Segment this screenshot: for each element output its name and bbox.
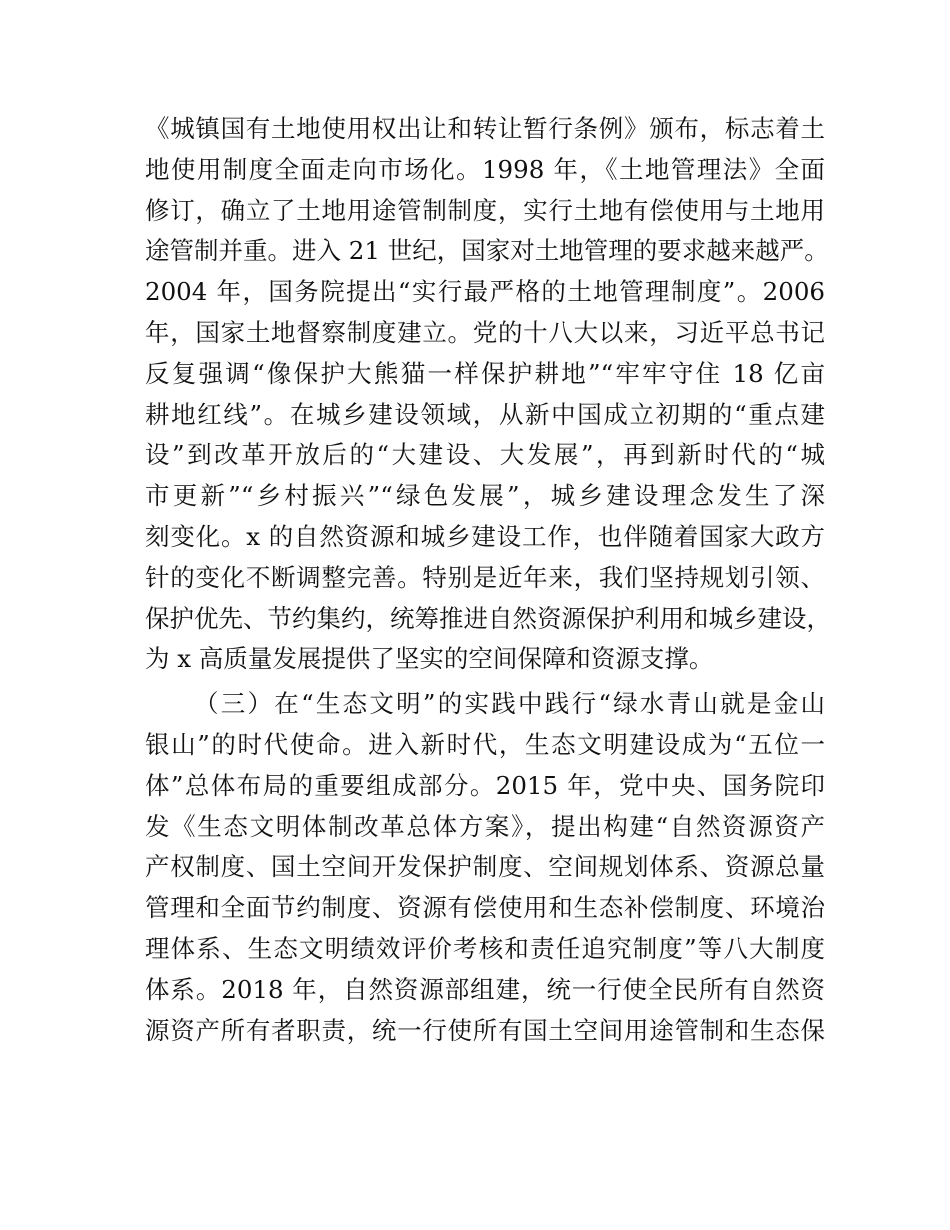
text-line: 途管制并重。进入 21 世纪，国家对土地管理的要求越来越严。 bbox=[145, 236, 829, 266]
paragraph-ecological-civilization bbox=[145, 684, 825, 1051]
text-line: 刻变化。x 的自然资源和城乡建设工作，也伴随着国家大政方 bbox=[145, 521, 825, 551]
text-line: 修订，确立了土地用途管制制度，实行土地有偿使用与土地用 bbox=[145, 195, 825, 225]
text-line: （三）在“生态文明”的实践中践行“绿水青山就是金山 bbox=[194, 689, 825, 719]
text-line: 体系。2018 年，自然资源部组建，统一行使全民所有自然资 bbox=[145, 974, 825, 1004]
text-line: 设”到改革开放后的“大建设、大发展”，再到新时代的“城 bbox=[145, 440, 825, 470]
text-line: 2004 年，国务院提出“实行最严格的土地管理制度”。2006 bbox=[145, 277, 825, 307]
text-line: 为 x 高质量发展提供了坚实的空间保障和资源支撑。 bbox=[145, 644, 714, 674]
document-body bbox=[145, 109, 831, 1051]
text-line: 《城镇国有土地使用权出让和转让暂行条例》颁布，标志着土 bbox=[145, 114, 825, 143]
text-line: 保护优先、节约集约，统筹推进自然资源保护利用和城乡建设， bbox=[145, 603, 831, 633]
text-line: 市更新”“乡村振兴”“绿色发展”，城乡建设理念发生了深 bbox=[145, 481, 825, 511]
text-line: 针的变化不断调整完善。特别是近年来，我们坚持规划引领、 bbox=[145, 562, 825, 592]
text-line: 反复强调“像保护大熊猫一样保护耕地”“牢牢守住 18 亿亩 bbox=[145, 358, 825, 388]
text-line: 发《生态文明体制改革总体方案》，提出构建“自然资源资产 bbox=[145, 811, 825, 841]
text-line: 理体系、生态文明绩效评价考核和责任追究制度”等八大制度 bbox=[145, 933, 825, 963]
paragraph-land-management bbox=[145, 109, 831, 680]
text-line: 地使用制度全面走向市场化。1998 年，《土地管理法》全面 bbox=[145, 154, 825, 184]
text-line: 耕地红线”。在城乡建设领域，从新中国成立初期的“重点建 bbox=[145, 399, 825, 429]
text-line: 银山”的时代使命。进入新时代，生态文明建设成为“五位一 bbox=[145, 729, 825, 759]
text-line: 管理和全面节约制度、资源有偿使用和生态补偿制度、环境治 bbox=[145, 893, 825, 923]
text-line: 年，国家土地督察制度建立。党的十八大以来，习近平总书记 bbox=[145, 317, 825, 347]
text-line: 源资产所有者职责，统一行使所有国土空间用途管制和生态保 bbox=[145, 1015, 825, 1045]
text-line: 产权制度、国土空间开发保护制度、空间规划体系、资源总量 bbox=[145, 852, 825, 882]
text-line: 体”总体布局的重要组成部分。2015 年，党中央、国务院印 bbox=[145, 770, 825, 800]
